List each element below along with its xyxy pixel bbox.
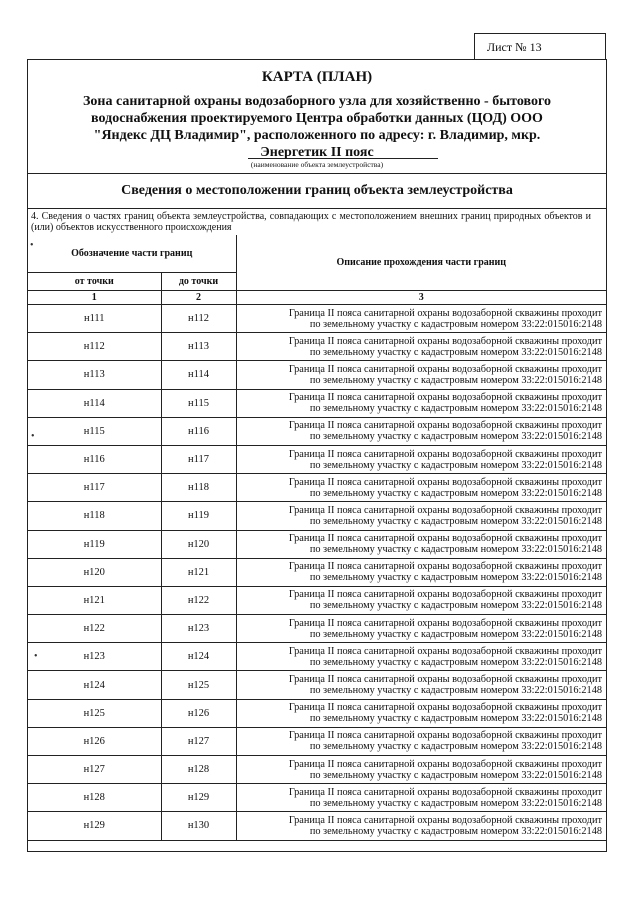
description-line-2: по земельному участку с кадастровым номером 33:22:015016:2148 xyxy=(309,544,602,556)
description-line-1: Граница II пояса санитарной охраны водозаборной скважины проходит xyxy=(288,674,602,686)
description-line-1: Граница II пояса санитарной охраны водозаборной скважины проходит xyxy=(288,730,602,742)
description-line-2: по земельному участку с кадастровым номером 33:22:015016:2148 xyxy=(309,374,602,386)
description-cell xyxy=(236,812,606,840)
table-row xyxy=(28,615,606,643)
from-point-cell: н114 xyxy=(28,389,161,417)
description-cell xyxy=(236,305,606,333)
description-line-2: по земельному участку с кадастровым номером 33:22:015016:2148 xyxy=(309,487,602,499)
to-point-cell: н119 xyxy=(161,502,236,530)
description-line-1: Граница II пояса санитарной охраны водозаборной скважины проходит xyxy=(288,392,602,404)
description-cell xyxy=(236,417,606,445)
table-row xyxy=(28,502,606,530)
table-row xyxy=(28,699,606,727)
description-cell xyxy=(236,699,606,727)
description-line-2: по земельному участку с кадастровым номером 33:22:015016:2148 xyxy=(309,713,602,725)
description-cell xyxy=(236,784,606,812)
header-from-point: от точки xyxy=(28,273,161,291)
to-point-cell: н129 xyxy=(161,784,236,812)
to-point-cell: н118 xyxy=(161,474,236,502)
description-cell xyxy=(236,389,606,417)
document-frame xyxy=(27,59,607,852)
description-cell xyxy=(236,558,606,586)
description-line-2: по земельному участку с кадастровым номером 33:22:015016:2148 xyxy=(309,769,602,781)
from-point-cell: н121 xyxy=(28,586,161,614)
description-cell xyxy=(236,361,606,389)
header-description: Описание прохождения части границ xyxy=(236,235,606,291)
description-line-2: по земельному участку с кадастровым номером 33:22:015016:2148 xyxy=(309,600,602,612)
from-point-cell: н119 xyxy=(28,530,161,558)
description-line-1: Граница II пояса санитарной охраны водозаборной скважины проходит xyxy=(288,448,602,460)
to-point-cell: н123 xyxy=(161,615,236,643)
description-line-1: Граница II пояса санитарной охраны водозаборной скважины проходит xyxy=(288,589,602,601)
table-row xyxy=(28,445,606,473)
from-point-cell: н117 xyxy=(28,474,161,502)
description-cell xyxy=(236,727,606,755)
from-point-cell: н116 xyxy=(28,445,161,473)
column-number-3: 3 xyxy=(236,291,606,305)
description-line-2: по земельному участку с кадастровым номером 33:22:015016:2148 xyxy=(309,685,602,697)
document-title: КАРТА (ПЛАН) xyxy=(261,69,373,85)
description-line-2: по земельному участку с кадастровым номером 33:22:015016:2148 xyxy=(309,628,602,640)
description-cell xyxy=(236,643,606,671)
column-number-1: 1 xyxy=(28,291,161,305)
description-line-1: Граница II пояса санитарной охраны водозаборной скважины проходит xyxy=(288,786,602,798)
to-point-cell: н114 xyxy=(161,361,236,389)
description-cell xyxy=(236,445,606,473)
from-point-cell: н120 xyxy=(28,558,161,586)
description-cell xyxy=(236,530,606,558)
from-point-cell: н129 xyxy=(28,812,161,840)
description-cell xyxy=(236,502,606,530)
to-point-cell: н128 xyxy=(161,756,236,784)
table-row xyxy=(28,474,606,502)
description-line-2: по земельному участку с кадастровым номером 33:22:015016:2148 xyxy=(309,825,602,837)
from-point-cell: н124 xyxy=(28,671,161,699)
description-cell xyxy=(236,756,606,784)
table-row xyxy=(28,333,606,361)
to-point-cell: н112 xyxy=(161,305,236,333)
description-line-1: Граница II пояса санитарной охраны водозаборной скважины проходит xyxy=(288,504,602,516)
from-point-cell: н125 xyxy=(28,699,161,727)
description-cell xyxy=(236,333,606,361)
object-name-caption: (наименование объекта землеустройства) xyxy=(250,160,384,169)
from-point-cell: н122 xyxy=(28,615,161,643)
from-point-cell: н115 xyxy=(28,417,161,445)
to-point-cell: н122 xyxy=(161,586,236,614)
description-line-2: по земельному участку с кадастровым номером 33:22:015016:2148 xyxy=(309,572,602,584)
from-point-cell: н128 xyxy=(28,784,161,812)
table-row xyxy=(28,756,606,784)
description-line-2: по земельному участку с кадастровым номером 33:22:015016:2148 xyxy=(309,459,602,471)
table-row xyxy=(28,361,606,389)
description-line-1: Граница II пояса санитарной охраны водозаборной скважины проходит xyxy=(288,335,602,347)
description-line-1: Граница II пояса санитарной охраны водозаборной скважины проходит xyxy=(288,533,602,545)
from-point-cell: н126 xyxy=(28,727,161,755)
title-block xyxy=(28,60,606,174)
from-point-cell: н113 xyxy=(28,361,161,389)
boundary-table xyxy=(28,235,606,841)
table-row xyxy=(28,558,606,586)
header-to-point: до точки xyxy=(161,273,236,291)
description-line-1: Граница II пояса санитарной охраны водозаборной скважины проходит xyxy=(288,702,602,714)
intro-paragraph: 4. Сведения о частях границ объекта землеустройства, совпадающих с местоположением внешних границ природных объектов и (или) объектов искусственного происхождения xyxy=(31,211,591,233)
to-point-cell: н117 xyxy=(161,445,236,473)
document-subtitle: Зона санитарной охраны водозаборного узла для хозяйственно - бытового водоснабжения проектируемого Центра обработки данных (ЦОД) ООО "Яндекс ДЦ Владимир", расположенного по адресу: г. Владимир, мкр. Энергетик II пояс xyxy=(83,94,551,160)
to-point-cell: н127 xyxy=(161,727,236,755)
description-line-1: Граница II пояса санитарной охраны водозаборной скважины проходит xyxy=(288,307,602,319)
description-line-1: Граница II пояса санитарной охраны водозаборной скважины проходит xyxy=(288,363,602,375)
description-line-2: по земельному участку с кадастровым номером 33:22:015016:2148 xyxy=(309,318,602,330)
description-line-2: по земельному участку с кадастровым номером 33:22:015016:2148 xyxy=(309,515,602,527)
description-line-1: Граница II пояса санитарной охраны водозаборной скважины проходит xyxy=(288,758,602,770)
from-point-cell: н111 xyxy=(28,305,161,333)
to-point-cell: н125 xyxy=(161,671,236,699)
table-row xyxy=(28,586,606,614)
description-line-1: Граница II пояса санитарной охраны водозаборной скважины проходит xyxy=(288,645,602,657)
description-cell xyxy=(236,615,606,643)
table-row xyxy=(28,389,606,417)
table-row xyxy=(28,305,606,333)
table-row xyxy=(28,784,606,812)
description-line-2: по земельному участку с кадастровым номером 33:22:015016:2148 xyxy=(309,431,602,443)
to-point-cell: н126 xyxy=(161,699,236,727)
to-point-cell: н115 xyxy=(161,389,236,417)
table-row xyxy=(28,812,606,840)
margin-mark: • xyxy=(34,651,38,662)
from-point-cell: н123 xyxy=(28,643,161,671)
description-line-2: по земельному участку с кадастровым номером 33:22:015016:2148 xyxy=(309,797,602,809)
title-underline xyxy=(248,158,438,159)
description-line-2: по земельному участку с кадастровым номером 33:22:015016:2148 xyxy=(309,346,602,358)
table-row xyxy=(28,530,606,558)
description-cell xyxy=(236,474,606,502)
margin-mark: • xyxy=(30,240,34,251)
from-point-cell: н112 xyxy=(28,333,161,361)
table-row xyxy=(28,417,606,445)
column-number-2: 2 xyxy=(161,291,236,305)
to-point-cell: н116 xyxy=(161,417,236,445)
description-line-1: Граница II пояса санитарной охраны водозаборной скважины проходит xyxy=(288,476,602,488)
to-point-cell: н120 xyxy=(161,530,236,558)
sheet-number-label: Лист № 13 xyxy=(474,33,606,59)
description-cell xyxy=(236,671,606,699)
table-row xyxy=(28,643,606,671)
description-line-1: Граница II пояса санитарной охраны водозаборной скважины проходит xyxy=(288,561,602,573)
to-point-cell: н121 xyxy=(161,558,236,586)
to-point-cell: н124 xyxy=(161,643,236,671)
section-heading: Сведения о местоположении границ объекта землеустройства xyxy=(28,173,606,209)
description-line-2: по земельному участку с кадастровым номером 33:22:015016:2148 xyxy=(309,656,602,668)
to-point-cell: н130 xyxy=(161,812,236,840)
description-line-1: Граница II пояса санитарной охраны водозаборной скважины проходит xyxy=(288,617,602,629)
from-point-cell: н127 xyxy=(28,756,161,784)
description-line-2: по земельному участку с кадастровым номером 33:22:015016:2148 xyxy=(309,741,602,753)
to-point-cell: н113 xyxy=(161,333,236,361)
description-cell xyxy=(236,586,606,614)
header-boundary-designation: Обозначение части границ xyxy=(28,235,236,273)
table-row xyxy=(28,727,606,755)
table-row xyxy=(28,671,606,699)
description-line-1: Граница II пояса санитарной охраны водозаборной скважины проходит xyxy=(288,814,602,826)
margin-mark: • xyxy=(31,431,35,442)
from-point-cell: н118 xyxy=(28,502,161,530)
description-line-2: по земельному участку с кадастровым номером 33:22:015016:2148 xyxy=(309,403,602,415)
description-line-1: Граница II пояса санитарной охраны водозаборной скважины проходит xyxy=(288,420,602,432)
